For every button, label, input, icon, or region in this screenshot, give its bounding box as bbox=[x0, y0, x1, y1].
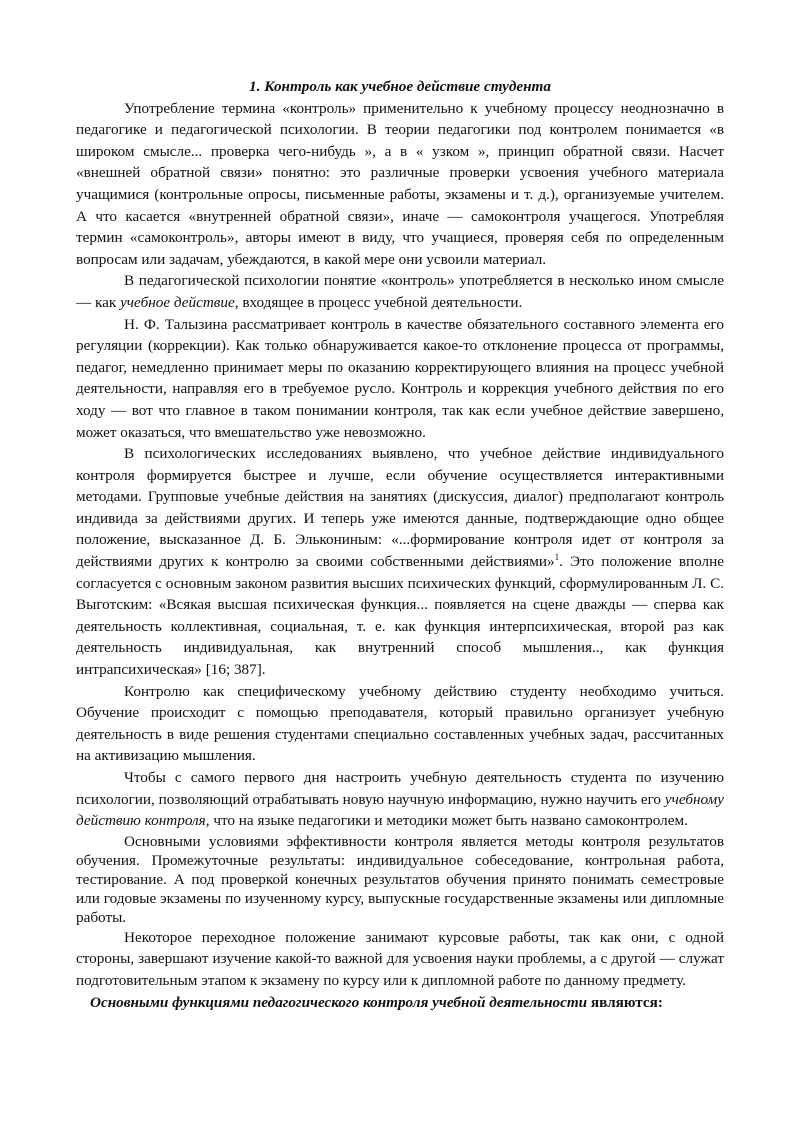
paragraph-research bbox=[76, 443, 724, 681]
section-title: 1. Контроль как учебное действие студента bbox=[249, 78, 551, 95]
paragraph-coursework: Некоторое переходное положение занимают курсовые работы, так как они, с одной стороны, завершают изучение какой-то важной для усвоения науки проблемы, а с другой — служат подготовительным этапом к экзамену по курсу или к дипломной работе по данному предмету. bbox=[76, 928, 724, 989]
paragraph-learning-control: Контролю как специфическому учебному действию студенту необходимо учиться. Обучение происходит с помощью преподавателя, который правильно организует учебную деятельность в виде решения студентами специально составленных учебных задач, рассчитанных на активизацию мышления. bbox=[76, 682, 724, 765]
closing-heading bbox=[76, 992, 724, 1014]
emphasis-text: учебному действию контроля bbox=[76, 790, 724, 830]
paragraph-control-term: Употребление термина «контроль» применительно к учебному процессу неоднозначно в педагогике и педагогической психологии. В теории педагогики под контролем понимается «в широком смысле... проверка чего-нибудь », а в « узком », принцип обратной связи. Насчет «внешней обратной связи» понятно: это различные проверки усвоения учебного материала учащимися (контрольные опросы, письменные работы, экзамены и т. д.), организуемые учителем. А что касается «внутренней обратной связи», иначе — самоконтроля учащегося. Употребляя термин «самоконтроль», авторы имеют в виду, что учащиеся, проверяя себя по определенным вопросам или задачам, убеждаются, в какой мере они усвоили материал. bbox=[76, 99, 724, 268]
emphasis-text: Основными функциями педагогического контроля учебной деятельности bbox=[90, 993, 588, 1011]
paragraph-text: Чтобы с самого первого дня настроить учебную деятельность студента по изучению психологии, позволяющий отрабатывать новую научную информацию, нужно научить его bbox=[76, 769, 724, 808]
paragraph-talyzina: Н. Ф. Талызина рассматривает контроль в качестве обязательного составного элемента его регуляции (коррекции). Как только обнаруживается какое-то отклонение процесса от программы, педагог, немедленно принимает меры по оказанию корректирующего влияния на процесс учебной деятельности, направляя его в требуемое русло. Контроль и коррекция учебного действия по его ходу — вот что главное в таком понимании контроля, так как если учебное действие завершено, может оказаться, что вмешательство уже невозможно. bbox=[76, 315, 724, 441]
closing-text: являются: bbox=[587, 993, 663, 1011]
paragraph-text: . Это положение вполне согласуется с основным законом развития высших психических функций, сформулированным Л. С. Выготским: «Всякая высшая психическая функция... появляется на сцене дважды — сперва как деятельность коллективная, социальная, т. е. как функция интерпсихическая, второй раз как деятельность индивидуальная, как внутренний способ мышления.., как функция интрапсихическая» [16; 387]. bbox=[76, 553, 724, 679]
paragraph-text: , что на языке педагогики и методики может быть названо самоконтролем. bbox=[205, 812, 688, 830]
paragraph-text: В психологических исследованиях выявлено, что учебное действие индивидуального контроля формируется быстрее и лучше, если обучение осуществляется интерактивными методами. Групповые учебные действия на занятиях (дискуссия, диалог) предполагают контроль индивида за действиями других. И теперь уже имеются данные, подтверждающие одно общее положение, высказанное Д. Б. Элькониным: «...формирование контроля идет от контроля за действиями других к контролю за своими собственными действиями» bbox=[76, 445, 724, 571]
paragraph-text: , входящее в процесс учебной деятельности. bbox=[234, 293, 523, 311]
footnote-marker: 1 bbox=[554, 552, 560, 562]
paragraph-conditions: Основными условиями эффективности контроля является методы контроля результатов обучения. Промежуточные результаты: индивидуальное собеседование, контрольная работа, тестирование. А под проверкой конечных результатов обучения принято понимать семестровые или годовые экзамены по изученному курсу, выпускные государственные экзамены или дипломные работы. bbox=[76, 832, 724, 926]
emphasis-text: учебное действие bbox=[120, 293, 235, 311]
paragraph-psychology-meaning bbox=[76, 270, 724, 313]
paragraph-text: В педагогической психологии понятие «контроль» употребляется в несколько ином смысле — как bbox=[76, 272, 724, 311]
paragraph-first-day bbox=[76, 767, 724, 832]
